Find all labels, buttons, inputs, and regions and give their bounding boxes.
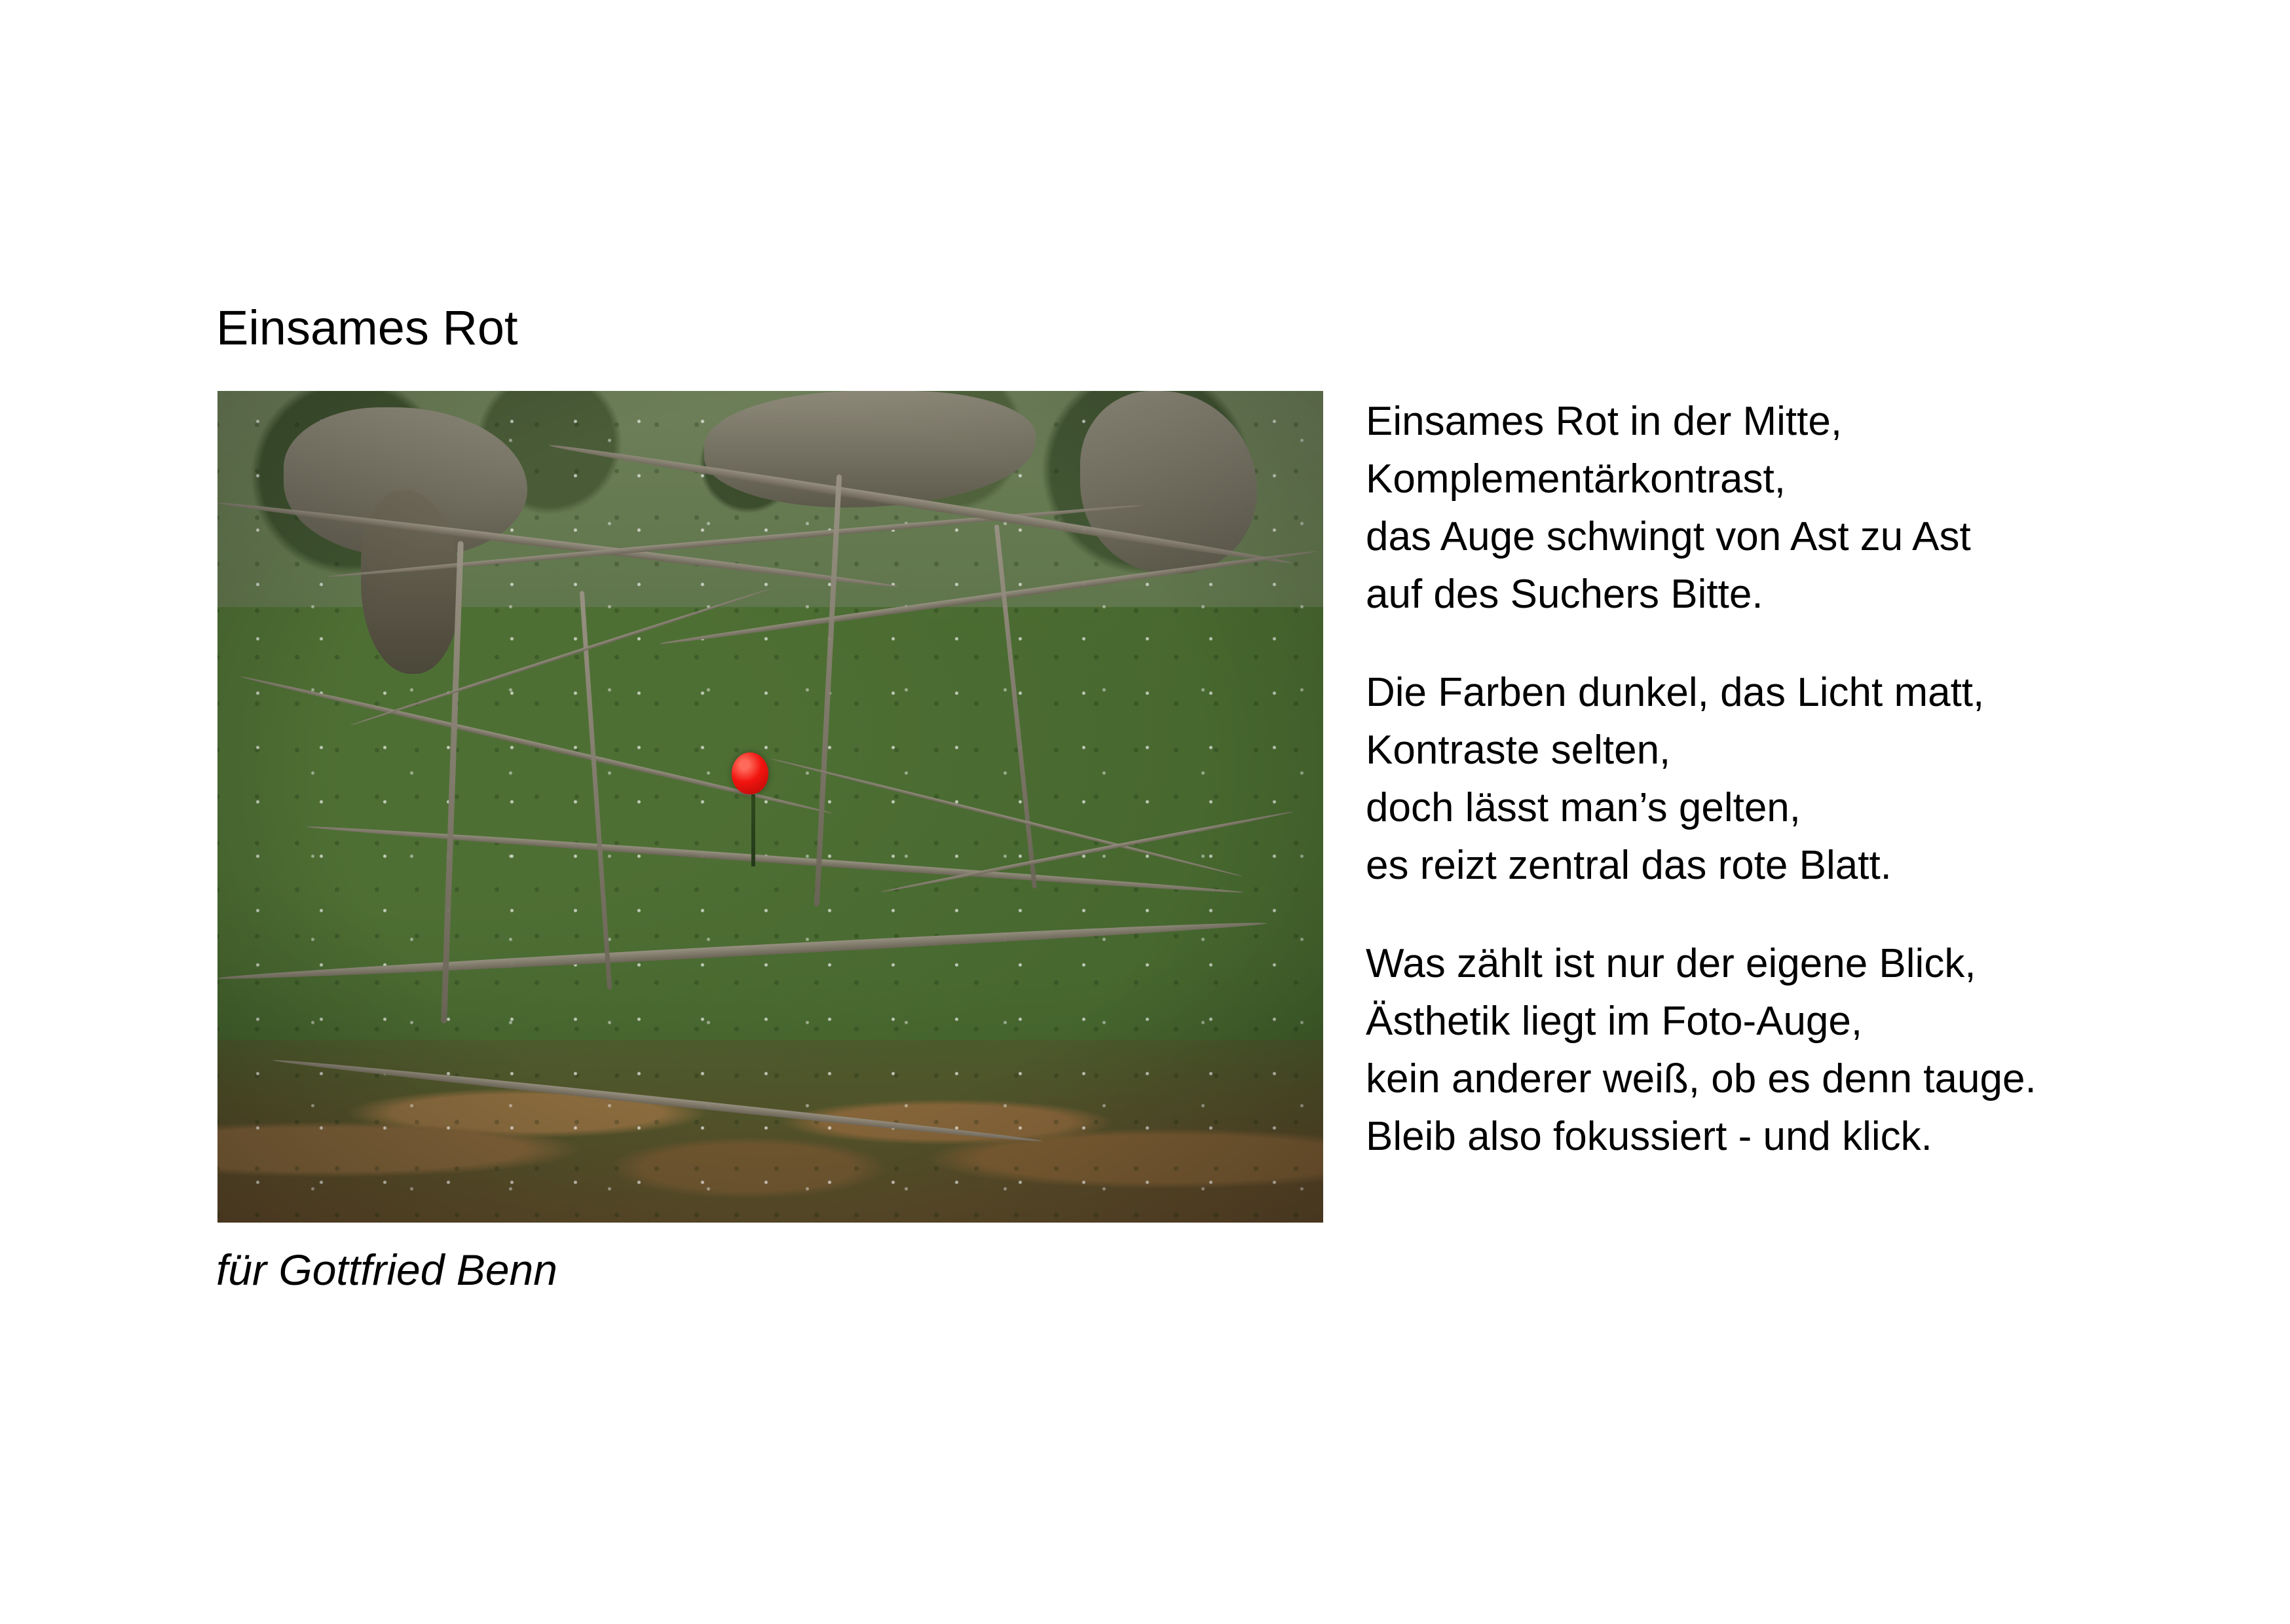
page-title: Einsames Rot — [216, 301, 518, 355]
poem-line: Bleib also fokussiert - und klick. — [1366, 1114, 1932, 1160]
poem-line: Komplementärkontrast, — [1366, 456, 1786, 502]
poem-line: Ästhetik liegt im Foto-Auge, — [1366, 999, 1863, 1044]
poem-line: doch lässt man’s gelten, — [1366, 785, 1801, 831]
poem-line: es reizt zentral das rote Blatt. — [1366, 843, 1892, 889]
poem-line: Die Farben dunkel, das Licht matt, — [1366, 670, 1985, 716]
poem-line: das Auge schwingt von Ast zu Ast — [1366, 514, 1971, 560]
poem-line: Einsames Rot in der Mitte, — [1366, 399, 1843, 444]
poem-stanza-2 — [1366, 664, 2185, 895]
poem-stanza-3 — [1366, 935, 2185, 1166]
poem-line: Kontraste selten, — [1366, 728, 1671, 773]
photo-caption: für Gottfried Benn — [216, 1246, 557, 1294]
poem-line: Was zählt ist nur der eigene Blick, — [1366, 941, 1976, 987]
poem-text — [1366, 393, 2185, 1206]
poem-stanza-1 — [1366, 393, 2185, 623]
forest-photo — [217, 391, 1323, 1223]
photo-vignette — [217, 391, 1323, 1223]
photo-scene — [217, 391, 1323, 1223]
poem-line: auf des Suchers Bitte. — [1366, 572, 1763, 618]
poem-line: kein anderer weiß, ob es denn tauge. — [1366, 1056, 2037, 1102]
